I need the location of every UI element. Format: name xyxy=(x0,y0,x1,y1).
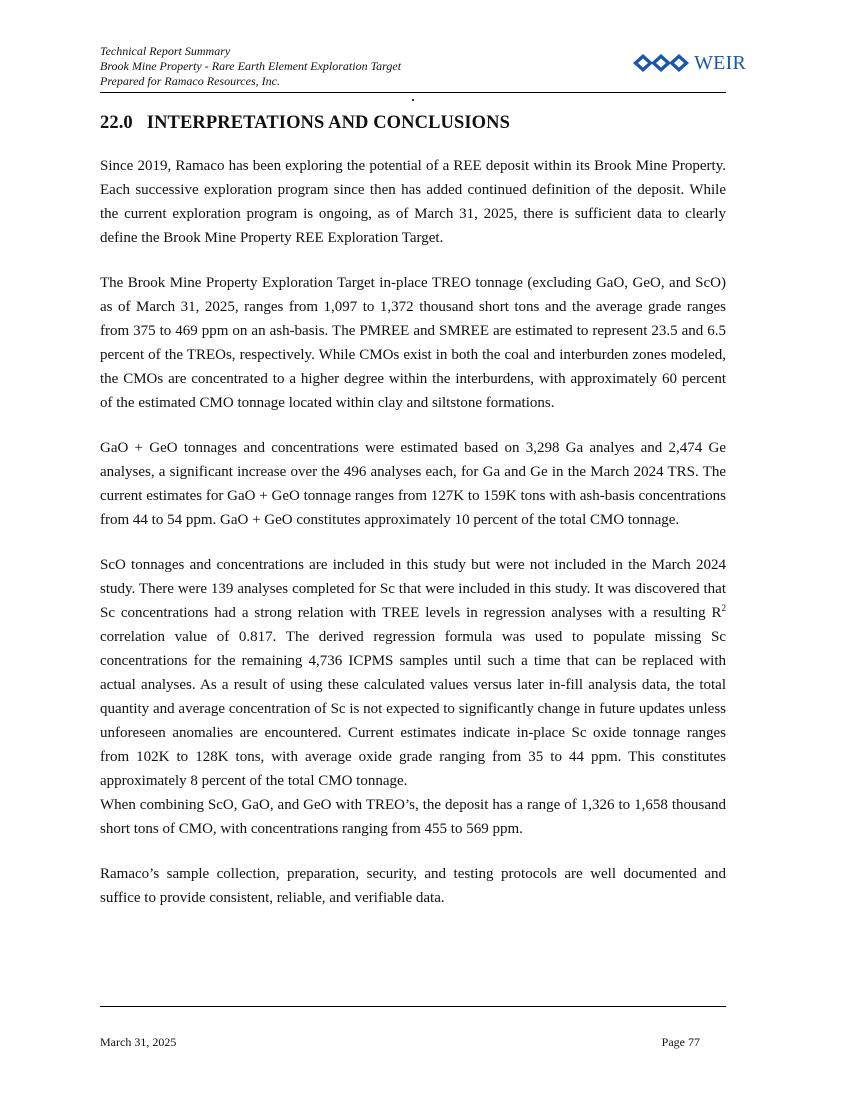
section-title xyxy=(100,110,726,136)
weir-logo-text: WEIR xyxy=(694,51,746,74)
paragraph-treo-tonnage: The Brook Mine Property Exploration Target in-place TREO tonnage (excluding GaO, GeO, and ScO) as of March 31, 2025, ranges from 1,097 to 1,372 thousand short tons and the average grade ranges from 375 to 469 ppm on an ash-basis. The PMREE and SMREE are estimated to represent 23.5 and 6.5 percent of the TREOs, respectively. While CMOs exist in both the coal and interburden zones modeled, the CMOs are concentrated to a higher degree within the interburdens, with approximately 60 percent of the estimated CMO tonnage located within clay and siltstone formations. xyxy=(100,275,726,411)
weir-logo xyxy=(632,51,746,75)
paragraph-sco-part2: correlation value of 0.817. The derived regression formula was used to populate missing Sc concentrations for the remaining 4,736 ICPMS samples until such a time that can be replaced with actual analyses. As a result of using these calculated values versus later in-fill analysis data, the total quantity and average concentration of Sc is not expected to significantly change in future updates unless unforeseen anomalies are encountered. Current estimates indicate in-place Sc oxide tonnage ranges from 102K to 128K tons, with average oxide grade ranging from 35 to 44 ppm. This constitutes approximately 8 percent of the total CMO tonnage. xyxy=(100,629,726,789)
footer-divider xyxy=(100,1006,726,1007)
footer-page-number: Page 77 xyxy=(661,1035,700,1049)
main-content xyxy=(100,110,726,931)
header-prepared-for: Prepared for Ramaco Resources, Inc. xyxy=(100,74,280,88)
paragraph-sco xyxy=(100,553,726,793)
paragraph-sco-part1: ScO tonnages and concentrations are included in this study but were not included in the March 2024 study. There were 139 analyses completed for Sc that were included in this study. It was discovered that Sc concentrations had a strong relation with TREE levels in regression analyses with a resulting R xyxy=(100,557,726,621)
footer-date: March 31, 2025 xyxy=(100,1035,177,1049)
header-report-type: Technical Report Summary xyxy=(100,44,231,58)
r-squared-superscript: 2 xyxy=(721,603,726,613)
section-number: 22.0 xyxy=(100,113,133,133)
section-heading: INTERPRETATIONS AND CONCLUSIONS xyxy=(146,113,511,133)
stray-mark xyxy=(412,99,414,101)
paragraph-gao-geo: GaO + GeO tonnages and concentrations were estimated based on 3,298 Ga analyes and 2,474 Ge analyses, a significant increase over the 496 analyses each, for Ga and Ge in the March 2024 TRS. The current estimates for GaO + GeO tonnage ranges from 127K to 159K tons with ash-basis concentrations from 44 to 54 ppm. GaO + GeO constitutes approximately 10 percent of the total CMO tonnage. xyxy=(100,440,726,528)
header-report-title: Brook Mine Property - Rare Earth Element Exploration Target xyxy=(100,59,402,73)
header-divider xyxy=(100,92,726,93)
page-header xyxy=(100,44,746,94)
paragraph-protocols: Ramaco’s sample collection, preparation, security, and testing protocols are well documented and suffice to provide consistent, reliable, and verifiable data. xyxy=(100,866,726,906)
paragraph-combined-cmo: When combining ScO, GaO, and GeO with TREO’s, the deposit has a range of 1,326 to 1,658 thousand short tons of CMO, with concentrations ranging from 455 to 569 ppm. xyxy=(100,797,726,837)
paragraph-intro: Since 2019, Ramaco has been exploring the potential of a REE deposit within its Brook Mine Property. Each successive exploration program since then has added continued definition of the deposit. While the current exploration program is ongoing, as of March 31, 2025, there is sufficient data to clearly define the Brook Mine Property REE Exploration Target. xyxy=(100,158,726,246)
weir-diamonds-icon xyxy=(632,52,692,74)
header-text xyxy=(100,44,401,89)
